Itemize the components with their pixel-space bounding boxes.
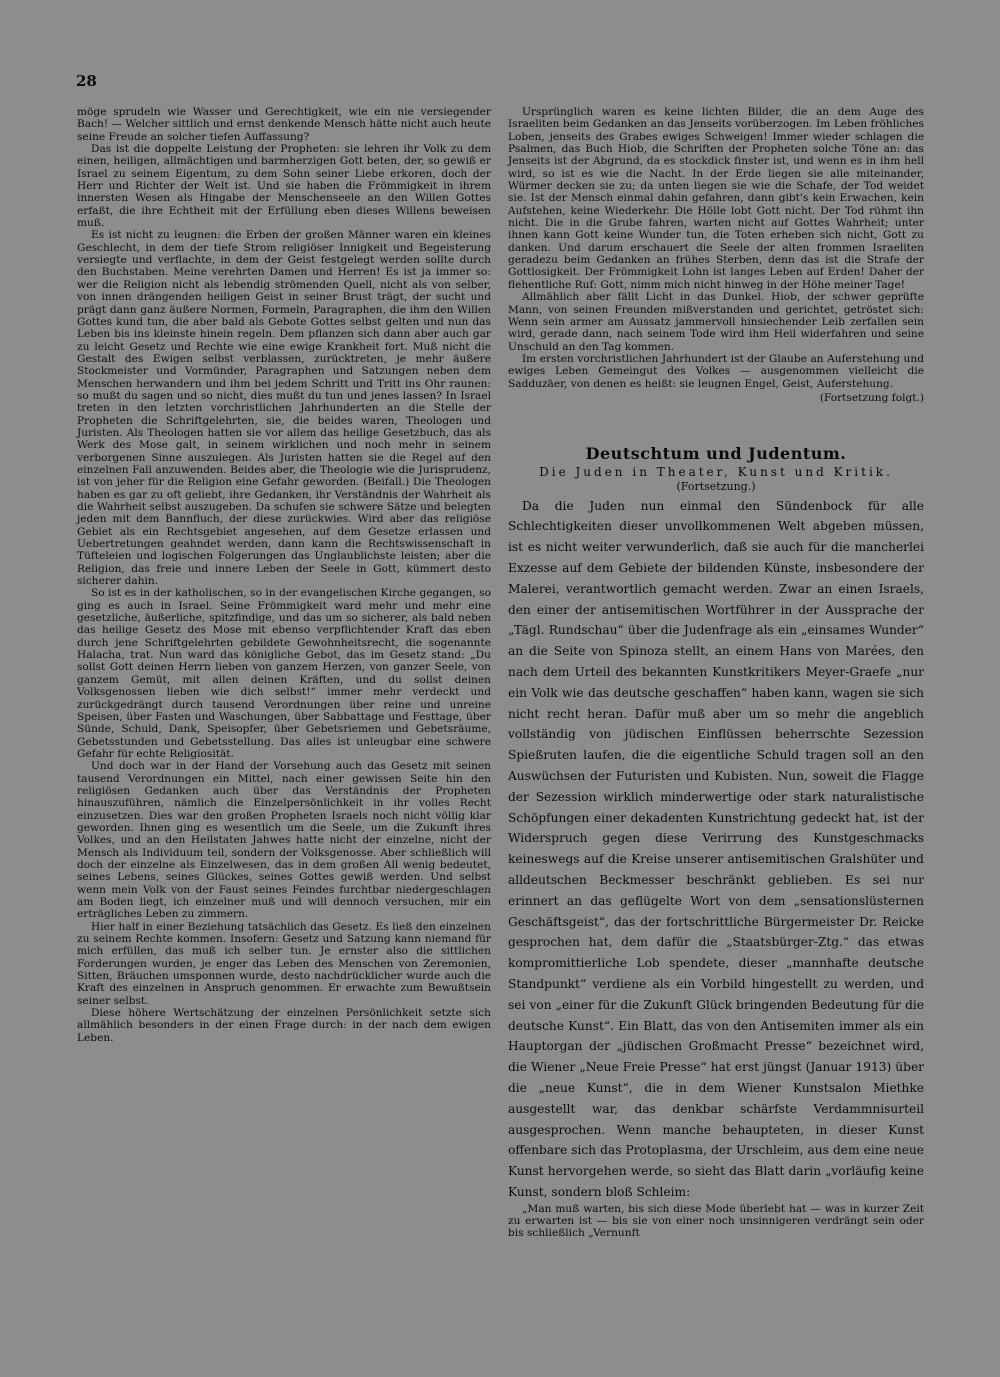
article-paragraph: Da die Juden nun einmal den Sündenbock für alle Schlechtigkeiten dieser unvollkommenen Welt abgeben müssen, ist es nicht weiter verwunderlich, daß sie auch für die mancherlei Exzesse auf dem Gebiete der bildenden Künste, insbesondere der Malerei, verantwortlich gemacht werden. Zwar an einen Israels, den einer der antisemitischen Wortführer in der Aussprache der „Tägl. Rundschau“ über die Judenfrage als ein „einsames Wunder“ an die Seite von Spinoza stellt, an einem Hans von Marées, den nach dem Urteil des bekannten Kunstkritikers Meyer-Graefe „nur ein Volk wie das deutsche geschaffen“ haben kann, wagen sie sich nicht recht heran. Dafür muß aber um so mehr die angeblich vollständig von jüdischen Einflüssen beherrschte Sezession Spießruten laufen, die die eigentliche Schuld tragen soll an den Auswüchsen der Futuristen und Kubisten. Nun, soweit die Flagge der Sezession wirklich minderwertige oder stark naturalistische Schöpfungen einer dekadenten Kunstrichtung gedeckt hat, ist der Widerspruch gegen diese Verirrung des Kunstgeschmacks keineswegs auf die Kreise unserer antisemitischen Gralshüter und alldeutschen Beckmesser beschränkt geblieben. Es sei nur erinnert an das geflügelte Wort von dem „sensationslüsternen Geschäftsgeist“, das der fortschrittliche Bürgermeister Dr. Reicke gesprochen hat, dem dafür die „Staatsbürger-Ztg.“ das etwas kompromittierliche Lob spendete, dieser „mannhafte deutsche Standpunkt“ verdiene als ein Vorbild hingestellt zu werden, und sei von „einer für die Zukunft Glück bringenden Bedeutung für die deutsche Kunst“. Ein Blatt, das von den Antisemiten immer als ein Hauptorgan der „jüdischen Großmacht Presse“ bezeichnet wird, die Wiener „Neue Freie Presse“ hat erst jüngst (Januar 1913) über die „neue Kunst“, die in dem Wiener Kunstsalon Miethke ausgestellt war, das denkbar schärfste Verdammnisurteil ausgesprochen. Wenn manche behaupteten, in dieser Kunst offenbare sich das Protoplasma, der Urschleim, aus dem eine neue Kunst hervorgehen werde, so sieht das Blatt darin „vorläufig keine Kunst, sondern bloß Schleim: [508,498,924,1199]
right-paragraph: Im ersten vorchristlichen Jahrhundert ist der Glaube an Auferstehung und ewiges Leben Gemeingut des Volkes — ausgenommen vielleicht die Sadduzäer, von denen es heißt: sie leugnen Engel, Geist, Auferstehung. [508,352,924,390]
right-paragraph: Ursprünglich waren es keine lichten Bilder, die an dem Auge des Israeliten beim Gedanken an das Jenseits vorüberzogen. Im Leben fröhliches Loben, jenseits des Grabes ewiges Schweigen! Immer wieder schlagen die Psalmen, das Buch Hiob, die Schriften der Propheten solche Töne an: das Jenseits ist der Abgrund, da es stockdick finster ist, und wenn es in ihm hell wird, so ist es wie die Nacht. In der Erde liegen sie alle miteinander, Würmer decken sie zu; da unten liegen sie wie die Schafe, der Tod weidet sie. Ist der Mensch einmal dahin gefahren, dann gibt's kein Erwachen, kein Aufstehen, keine Wiederkehr. Die Hölle lobt Gott nicht. Der Tod rühmt ihn nicht. Die in die Grube fahren, warten nicht auf Gottes Wahrheit; unter ihnen kann Gott keine Wunder tun, die Toten erheben sich nicht, Gott zu danken. Und darum erschauert die Seele der alten frommen Israeliten geradezu beim Gedanken an frühes Sterben, denn das ist die Strafe der Gottlosigkeit. Der Frömmigkeit Lohn ist langes Leben auf Erden! Daher der flehentliche Ruf: Gott, nimm mich nicht hinweg in der Höhe meiner Tage! [508,106,924,291]
right-column [508,106,924,1240]
page-number: 28 [76,72,97,90]
right-paragraph: Allmählich aber fällt Licht in das Dunkel. Hiob, der schwer geprüfte Mann, von seinen Freunden mißverstanden und gerichtet, getröstet sich: Wenn sein armer am Aussatz jammervoll hinsiechender Leib zerfallen sein wird, gerade dann, nach seinem Tode wird ihm Heil widerfahren und seine Unschuld an den Tag kommen. [508,291,924,353]
quote-text: „Man muß warten, bis sich diese Mode überlebt hat — was in kurzer Zeit zu erwarten ist — bis sie von einer noch unsinnigeren verdrängt sein oder bis schließlich „Vernunft [508,1202,924,1240]
left-paragraph: So ist es in der katholischen, so in der evangelischen Kirche gegangen, so ging es auch in Israel. Seine Frömmigkeit ward mehr und mehr eine gesetzliche, äußerliche, spitzfindige, und das um so sicherer, als bald neben das heilige Gesetz des Mose mit ebenso verpflichtender Kraft das eben durch jene Schriftgelehrten gebildete Gewohnheitsrecht, die sogenannte Halacha, trat. Nun ward das königliche Gebot, das im Gesetz stand: „Du sollst Gott deinen Herrn lieben von ganzem Herzen, von ganzer Seele, von ganzem Gemüt, mit allen deinen Kräften, und du sollst deinen Volksgenossen lieben wie dich selbst!“ immer mehr verdeckt und zurückgedrängt durch tausend Verordnungen über reine und unreine Speisen, über Fasten und Waschungen, über Sabbattage und Festtage, über Sünde, Schuld, Dank, Speisopfer, über Gebetsriemen und Gebetsräume, Gebetsstunden und Gebetsstellung. Das alles ist unleugbar eine schwere Gefahr für echte Religiosität. [77,587,491,760]
left-column [77,106,491,1044]
article-continuation-label: (Fortsetzung.) [676,479,756,493]
left-paragraph: Diese höhere Wertschätzung der einzelnen Persönlichkeit setzte sich allmählich besonders in der einen Frage durch: in der nach dem ewigen Leben. [77,1007,491,1044]
left-paragraph: Es ist nicht zu leugnen: die Erben der großen Männer waren ein kleines Geschlecht, in dem der tiefe Strom religiöser Innigkeit und Begeisterung versiegte und verflachte, in dem der Geist festgelegt werden sollte durch den Buchstaben. Meine verehrten Damen und Herren! Es ist ja immer so: wer die Religion nicht als lebendig strömenden Quell, nicht als von selber, von innen drängenden heiligen Geist in seiner Brust trägt, der sucht und prägt dann ganz äußere Normen, Formeln, Paragraphen, die ihm den Willen Gottes kund tun, die aber bald als Gebote Gottes selbst gelten und nun das Leben bis ins kleinste hinein regeln. Dem pflanzen sich dann aber auch gar zu leicht Gesetz und Rechte wie eine ewige Krankheit fort. Muß nicht die Gestalt des Ewigen selbst verblassen, zurücktreten, je mehr äußere Stockmeister und Vormünder, Paragraphen und Satzungen neben dem Menschen herwandern und ihm bei jedem Schritt und Tritt ins Ohr raunen: so mußt du sagen und so nicht, dies mußt du tun und jenes lassen? In Israel treten in den letzten vorchristlichen Jahrhunderten an die Stelle der Propheten die Schriftgelehrten, sie, die beides waren, Theologen und Juristen. Als Theologen hatten sie vor allem das heilige Gesetzbuch, das als Werk des Mose galt, in seinem wirklichen und noch mehr in seinem verborgenen Sinne auszulegen. Als Juristen hatten sie die Regel auf den einzelnen Fall anzuwenden. Beides aber, die Theologie wie die Jurisprudenz, ist von jeher für die Religion eine Gefahr geworden. (Beifall.) Die Theologen haben es gar zu oft geliebt, ihre Gedanken, ihr Verständnis der Wahrheit als die Wahrheit selbst auszugeben. Da schufen sie schwere Sätze und belegten jeden mit dem Bannfluch, der diese zurückwies. Wird aber das religiöse Gebiet als ein Rechtsgebiet angesehen, auf dem Gesetze erlassen und Uebertretungen geahndet werden, dann kann die Rechtswissenschaft in Tüfteleien und logischen Folgerungen das Unglaublichste leisten; aber die Religion, das freie und innere Leben der Seele in Gott, kümmert desto sicherer dahin. [77,229,491,588]
article-body [508,496,924,1203]
article-subtitle: Die Juden in Theater, Kunst und Kritik. [539,464,893,479]
article-quote [508,1203,924,1240]
left-paragraph: Und doch war in der Hand der Vorsehung auch das Gesetz mit seinen tausend Verordnungen ein Mittel, nach einer gewissen Seite hin den religiösen Gedanken auch über das Verständnis der Propheten hinauszuführen, nämlich die Einzelpersönlichkeit in ihr volles Recht einzusetzen. Dies war den großen Propheten Israels noch nicht völlig klar geworden. Ihnen ging es wesentlich um die Seele, um die Zukunft ihres Volkes, und an den Heilstaten Jahwes hatte nicht der einzelne, nicht der Mensch als Individuum teil, sondern der Volksgenosse. Aber schließlich will doch der einzelne als Einzelwesen, das in dem großen All wenig bedeutet, seines Lebens, seines Glückes, seines Gottes gewiß werden. Und selbst wenn mein Volk von der Faust seines Feindes furchtbar niedergeschlagen am Boden liegt, ich einzelner muß und will dennoch versuchen, mir ein erträgliches Leben zu zimmern. [77,760,491,921]
left-paragraph: Hier half in einer Beziehung tatsächlich das Gesetz. Es ließ den einzelnen zu seinem Rechte kommen. Insofern: Gesetz und Satzung kann niemand für mich erfüllen, das muß ich selber tun. Je ernster also die sittlichen Forderungen wurden, je enger das Leben des Menschen von Zeremonien, Sitten, Bräuchen umsponnen wurde, desto nachdrücklicher wurde auch die Kraft des einzelnen in Anspruch genommen. Er erwachte zum Bewußtsein seiner selbst. [77,920,491,1007]
left-paragraph: möge sprudeln wie Wasser und Gerechtigkeit, wie ein nie versiegender Bach! — Welcher sittlich und ernst denkende Mensch hätte nicht auch heute seine Freude an solcher tiefen Auffassung? [77,106,491,143]
continuation-note: (Fortsetzung folgt.) [819,391,924,404]
left-paragraph: Das ist die doppelte Leistung der Propheten: sie lehren ihr Volk zu dem einen, heiligen, allmächtigen und barmherzigen Gott beten, der, so gewiß er Israel zu seinem Eigentum, zu dem Sohn seiner Liebe erkoren, doch der Herr und Richter der Welt ist. Und sie haben die Frömmigkeit in ihrem innersten Wesen als Hingabe der Menschenseele an den Willen Gottes erfaßt, die ihre Echtheit mit der Erfüllung eben dieses Willens beweisen muß. [77,143,491,230]
article-title: Deutschtum und Judentum. [585,444,847,464]
